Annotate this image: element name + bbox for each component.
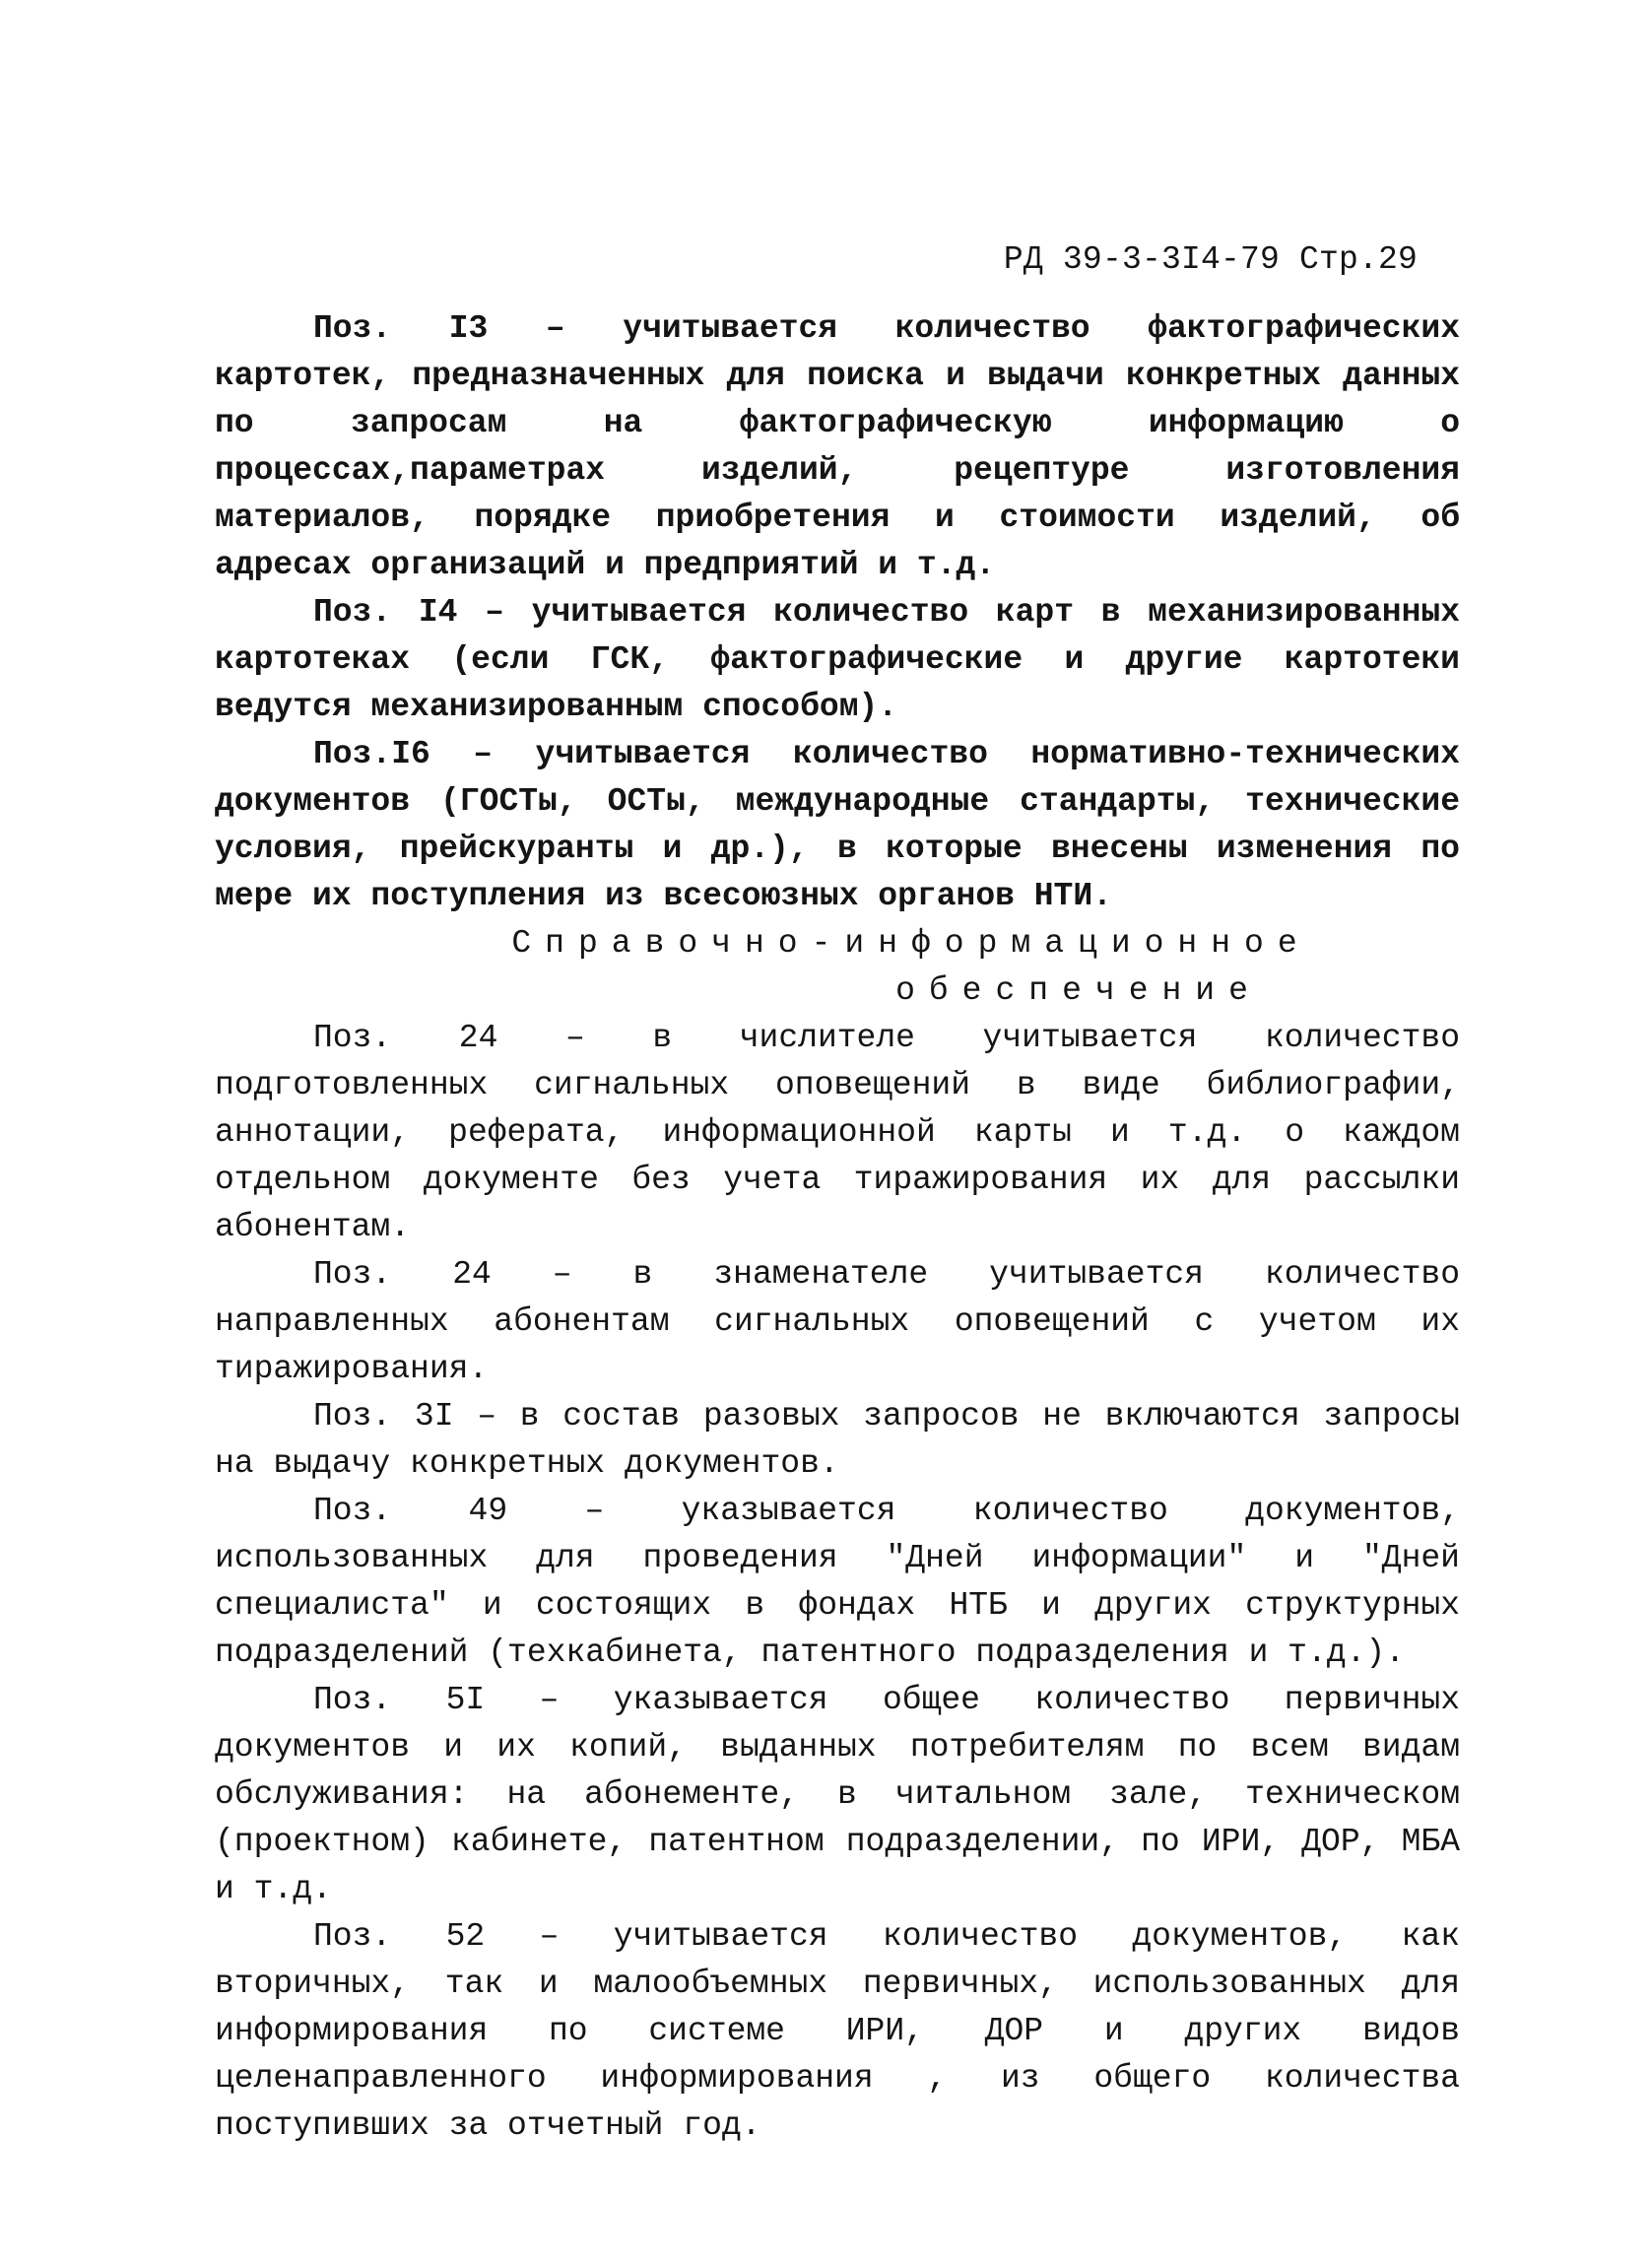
page-header-reference: РД 39-3-3I4-79 Стр.29 <box>1003 241 1418 278</box>
paragraph-poz-51: Поз. 5I – указывается общее количество первичных документов и их копий, выданных потребителям по всем видам обслуживания: на абонементе, в читальном зале, техническом (проектном) кабинете, патентном подразделении, по ИРИ, ДОР, МБА и т.д. <box>215 1682 1460 1907</box>
section-heading <box>215 920 1460 1015</box>
section-heading-line-2: обеспечение <box>895 972 1262 1009</box>
paragraph-poz-13: Поз. I3 – учитывается количество фактографических картотек, предназначенных для поиска и выдачи конкретных данных по запросам на фактографическую информацию о процессах,параметрах изделий, рецептуре изготовления материалов, порядке приобретения и стоимости изделий, об адресах организаций и предприятий и т.д. <box>215 310 1460 583</box>
paragraph-poz-52: Поз. 52 – учитывается количество документов, как вторичных, так и малообъемных первичных, использованных для информирования по системе ИРИ, ДОР и других видов целенаправленного информирования , из общего количества поступивших за отчетный год. <box>215 1918 1460 2144</box>
paragraph-poz-16: Поз.I6 – учитывается количество нормативно-технических документов (ГОСТы, ОСТы, международные стандарты, технические условия, прейскуранты и др.), в которые внесены изменения по мере их поступления из всесоюзных органов НТИ. <box>215 736 1460 914</box>
paragraph-poz-24-numerator: Поз. 24 – в числителе учитывается количество подготовленных сигнальных оповещений в виде библиографии, аннотации, реферата, информационной карты и т.д. о каждом отдельном документе без учета тиражирования их для рассылки абонентам. <box>215 1020 1460 1245</box>
paragraph-poz-49: Поз. 49 – указывается количество документов, использованных для проведения "Дней информации" и "Дней специалиста" и состоящих в фондах НТБ и других структурных подразделений (техкабинета, патентного подразделения и т.д.). <box>215 1493 1460 1671</box>
paragraph-poz-31: Поз. 3I – в состав разовых запросов не включаются запросы на выдачу конкретных документов. <box>215 1398 1460 1482</box>
paragraph-poz-14: Поз. I4 – учитывается количество карт в механизированных картотеках (если ГСК, фактографические и другие картотеки ведутся механизированным способом). <box>215 594 1460 725</box>
paragraph-poz-24-denominator: Поз. 24 – в знаменателе учитывается количество направленных абонентам сигнальных оповещений с учетом их тиражирования. <box>215 1256 1460 1387</box>
section-heading-line-1: Справочно-информационное <box>511 925 1311 962</box>
document-body <box>215 305 1460 2150</box>
